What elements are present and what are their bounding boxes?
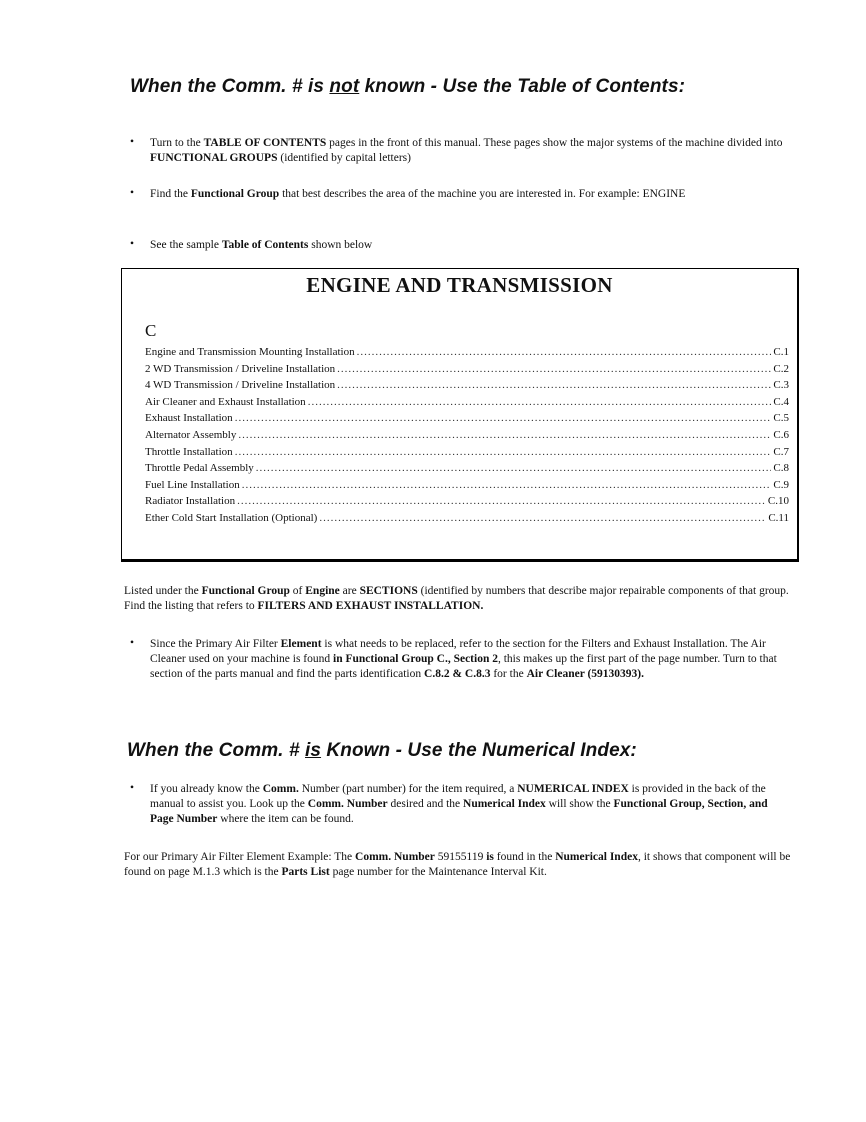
toc-leader <box>357 346 772 358</box>
toc-entry <box>145 446 789 463</box>
toc-entry-title: Throttle Installation <box>145 445 233 458</box>
bullet-numerical-index <box>130 782 790 827</box>
bullet-turn-to-toc <box>130 136 790 166</box>
toc-leader <box>242 479 772 491</box>
text: are <box>339 585 360 597</box>
text: is what needs to be replaced, refer to the section for the Filters and Exhaust Installation. The Air Cleaner used on your machine is found <box>150 638 766 665</box>
toc-entry-title: 2 WD Transmission / Driveline Installation <box>145 362 336 375</box>
toc-entry <box>145 346 789 363</box>
sample-toc-box <box>121 268 799 562</box>
toc-entry-page: C.7 <box>773 445 789 458</box>
heading-post: Known - Use the Numerical Index: <box>321 740 637 761</box>
text: will show the <box>545 798 614 810</box>
text: that best describes the area of the machine you are interested in. For example: <box>279 188 643 200</box>
toc-entry-title: Alternator Assembly <box>145 428 237 441</box>
toc-list <box>145 346 789 529</box>
text: pages in the front of this manual. These pages show the major systems of the machine divided into <box>326 137 783 149</box>
toc-entry-title: Air Cleaner and Exhaust Installation <box>145 395 306 408</box>
toc-entry <box>145 512 789 529</box>
toc-entry-title: Fuel Line Installation <box>145 478 240 491</box>
emphasis: Functional Group <box>190 188 280 200</box>
toc-entry <box>145 363 789 380</box>
bullet-dot-icon: • <box>130 136 135 148</box>
toc-entry <box>145 379 789 396</box>
bullet-see-sample <box>130 238 790 253</box>
text: , it shows that component will be found on page M.1.3 which is the <box>124 851 791 878</box>
bullet-primary-air-filter <box>130 637 790 682</box>
toc-entry-title: Throttle Pedal Assembly <box>145 462 254 475</box>
toc-entry <box>145 412 789 429</box>
text: is provided in the back of the manual to assist you. Look up the <box>150 783 766 810</box>
toc-leader <box>337 379 771 391</box>
emphasis: is <box>486 851 494 863</box>
toc-entry <box>145 479 789 496</box>
text: If you already know the <box>150 783 263 795</box>
toc-entry-page: C.4 <box>773 395 789 408</box>
emphasis: FILTERS AND EXHAUST INSTALLATION. <box>257 600 484 612</box>
toc-entry-title: 4 WD Transmission / Driveline Installation <box>145 379 336 392</box>
text: 59155119 <box>434 851 487 863</box>
emphasis: C.8.2 & C.8.3 <box>424 668 491 680</box>
text: Listed under the <box>124 585 202 597</box>
emphasis: TABLE OF CONTENTS <box>203 137 327 149</box>
heading-table-of-contents <box>130 76 685 98</box>
toc-entry-page: C.2 <box>773 362 789 375</box>
toc-entry-title: Ether Cold Start Installation (Optional) <box>145 511 318 524</box>
emphasis: Numerical Index <box>463 798 546 810</box>
toc-entry <box>145 396 789 413</box>
bullet-dot-icon: • <box>130 238 135 250</box>
toc-title: ENGINE AND TRANSMISSION <box>306 273 613 297</box>
paragraph-example <box>124 850 804 880</box>
bullet-find-functional-group <box>126 187 786 202</box>
emphasis: Element <box>280 638 322 650</box>
toc-entry-title: Exhaust Installation <box>145 412 233 425</box>
toc-entry-page: C.8 <box>773 462 789 475</box>
text: Number (part number) for the item required, a <box>298 783 518 795</box>
heading-pre: When the Comm. # is <box>130 76 330 97</box>
heading-post: known - Use the Table of Contents: <box>359 76 686 97</box>
toc-section-letter: C <box>145 321 157 340</box>
text: shown below <box>308 239 373 251</box>
toc-entry <box>145 495 789 512</box>
emphasis: FUNCTIONAL GROUPS <box>150 152 278 164</box>
toc-leader <box>337 363 771 375</box>
emphasis: Comm. <box>262 783 299 795</box>
heading-numerical-index <box>127 740 637 762</box>
text: Find the <box>150 188 191 200</box>
bullet-dot-icon: • <box>130 782 135 794</box>
toc-leader <box>235 446 772 458</box>
emphasis: Functional Group, Section, and Page Number <box>150 798 768 825</box>
toc-leader <box>238 429 771 441</box>
text: For our Primary Air Filter Element Example: The <box>124 851 356 863</box>
emphasis: Parts List <box>281 866 330 878</box>
toc-entry <box>145 462 789 479</box>
toc-leader <box>256 462 772 474</box>
emphasis: Comm. Number <box>307 798 388 810</box>
toc-entry-page: C.3 <box>773 379 789 392</box>
text: for the <box>490 668 527 680</box>
toc-entry-page: C.1 <box>773 346 789 358</box>
heading-underlined-word: is <box>305 740 322 761</box>
text: desired and the <box>387 798 464 810</box>
toc-entry-title: Engine and Transmission Mounting Installation <box>145 346 355 358</box>
heading-underlined-word: not <box>329 76 360 97</box>
text: where the item can be found. <box>217 813 354 825</box>
toc-leader <box>235 412 772 424</box>
text: Since the Primary Air Filter <box>150 638 281 650</box>
paragraph-functional-group <box>124 584 804 614</box>
heading-pre: When the Comm. # <box>127 740 305 761</box>
emphasis: Table of Contents <box>221 239 309 251</box>
bullet-dot-icon: • <box>130 187 135 199</box>
text: found in the <box>493 851 556 863</box>
toc-entry-page: C.9 <box>773 478 789 491</box>
text: , this makes up the first part of the page number. Turn to that section of the parts manual and find the parts identification <box>150 653 777 680</box>
emphasis: in Functional Group C., Section 2 <box>333 653 498 665</box>
emphasis: Air Cleaner (59130393). <box>526 668 644 680</box>
text: See the sample <box>150 239 222 251</box>
toc-leader <box>319 512 766 524</box>
text: of <box>289 585 306 597</box>
toc-entry-page: C.5 <box>773 412 789 425</box>
text: Turn to the <box>150 137 204 149</box>
toc-leader <box>308 396 772 408</box>
bullet-dot-icon: • <box>130 637 135 649</box>
toc-entry-title: Radiator Installation <box>145 495 236 508</box>
emphasis: Numerical Index <box>555 851 638 863</box>
toc-entry <box>145 429 789 446</box>
text: (identified by capital letters) <box>277 152 411 164</box>
emphasis: SECTIONS <box>359 585 418 597</box>
toc-entry-page: C.6 <box>773 428 789 441</box>
text: (identified by numbers that describe major repairable components of that group. Find the listing that refers to <box>124 585 789 612</box>
emphasis: Functional Group <box>201 585 290 597</box>
emphasis: NUMERICAL INDEX <box>517 783 629 795</box>
toc-leader <box>237 495 766 507</box>
text: page number for the Maintenance Interval Kit. <box>329 866 547 878</box>
toc-entry-page: C.11 <box>768 511 789 524</box>
text: ENGINE <box>642 188 686 200</box>
toc-entry-page: C.10 <box>767 495 789 508</box>
emphasis: Engine <box>305 585 340 597</box>
emphasis: Comm. Number <box>355 851 435 863</box>
